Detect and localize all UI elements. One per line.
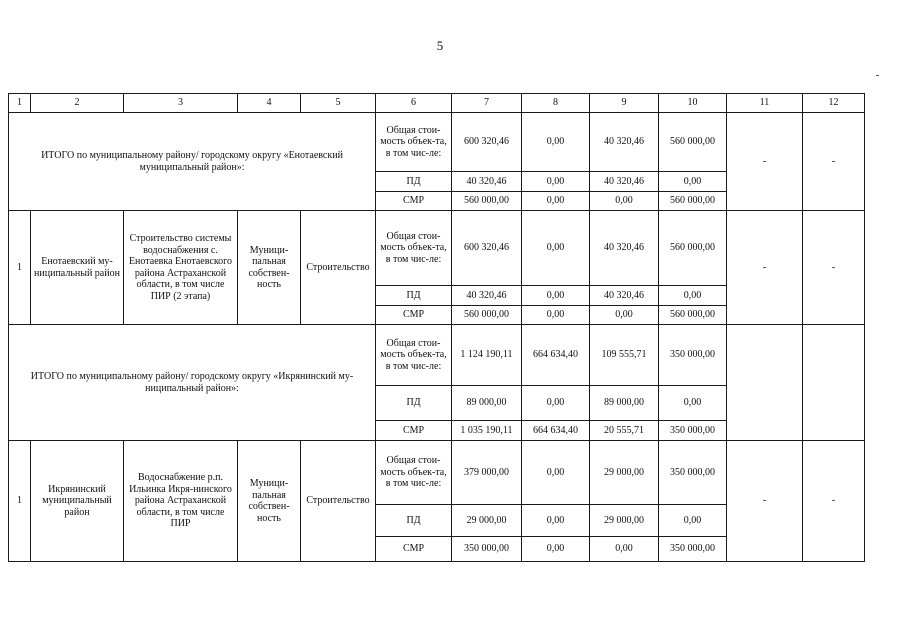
ownership-type: Муници-пальная собствен-ность (238, 211, 301, 325)
value-cell: 0,00 (522, 537, 590, 562)
cost-type: Общая стои-мость объек-та, в том чис-ле: (376, 441, 452, 505)
value-cell: 0,00 (522, 113, 590, 172)
col-header: 11 (727, 94, 803, 113)
value-cell: 0,00 (522, 441, 590, 505)
col11-cell: - (727, 441, 803, 562)
cost-type: ПД (376, 172, 452, 192)
value-cell: 40 320,46 (590, 286, 659, 306)
scan-mark (876, 75, 879, 76)
col11-cell: - (727, 113, 803, 211)
col12-cell: - (803, 211, 865, 325)
value-cell: 1 124 190,11 (452, 325, 522, 386)
value-cell: 560 000,00 (452, 192, 522, 211)
value-cell: 89 000,00 (452, 386, 522, 421)
cost-type: ПД (376, 286, 452, 306)
item-number: 1 (9, 211, 31, 325)
object-name: Водоснабжение р.п. Ильинка Икря-нинского района Астраханской области, в том числе ПИР (124, 441, 238, 562)
value-cell: 600 320,46 (452, 211, 522, 286)
value-cell: 560 000,00 (659, 113, 727, 172)
cost-type: СМР (376, 306, 452, 325)
value-cell: 560 000,00 (659, 192, 727, 211)
budget-table (8, 93, 865, 562)
value-cell: 0,00 (590, 537, 659, 562)
value-cell: 0,00 (659, 172, 727, 192)
value-cell: 350 000,00 (659, 441, 727, 505)
value-cell: 0,00 (522, 286, 590, 306)
value-cell: 0,00 (522, 505, 590, 537)
col-header: 2 (31, 94, 124, 113)
col12-cell: - (803, 441, 865, 562)
value-cell: 560 000,00 (659, 211, 727, 286)
value-cell: 40 320,46 (590, 172, 659, 192)
district-name: Икрянинский муниципальный район (31, 441, 124, 562)
table-row (9, 211, 865, 286)
value-cell: 0,00 (590, 306, 659, 325)
col-header: 9 (590, 94, 659, 113)
value-cell: 664 634,40 (522, 421, 590, 441)
value-cell: 29 000,00 (452, 505, 522, 537)
value-cell: 560 000,00 (452, 306, 522, 325)
value-cell: 350 000,00 (659, 421, 727, 441)
cost-type: Общая стои-мость объек-та, в том чис-ле: (376, 113, 452, 172)
value-cell: 29 000,00 (590, 505, 659, 537)
table-row (9, 441, 865, 505)
cost-type: СМР (376, 192, 452, 211)
value-cell: 40 320,46 (452, 172, 522, 192)
value-cell: 350 000,00 (452, 537, 522, 562)
cost-type: СМР (376, 537, 452, 562)
total-label: ИТОГО по муниципальному району/ городскому округу «Енотаевский муниципальный район»: (9, 113, 376, 211)
col-header: 4 (238, 94, 301, 113)
col-header: 8 (522, 94, 590, 113)
value-cell: 40 320,46 (590, 211, 659, 286)
value-cell: 379 000,00 (452, 441, 522, 505)
value-cell: 0,00 (659, 286, 727, 306)
col-header: 12 (803, 94, 865, 113)
total-label: ИТОГО по муниципальному району/ городскому округу «Икрянинский му-ниципальный район»: (9, 325, 376, 441)
col-header: 1 (9, 94, 31, 113)
cost-type: ПД (376, 505, 452, 537)
work-type: Строительство (301, 441, 376, 562)
page-number: 5 (436, 38, 444, 53)
value-cell: 40 320,46 (590, 113, 659, 172)
value-cell: 20 555,71 (590, 421, 659, 441)
cost-type: Общая стои-мость объек-та, в том чис-ле: (376, 211, 452, 286)
cost-type: ПД (376, 386, 452, 421)
value-cell: 560 000,00 (659, 306, 727, 325)
col11-cell: - (727, 211, 803, 325)
cost-type: Общая стои-мость объек-та, в том чис-ле: (376, 325, 452, 386)
value-cell: 109 555,71 (590, 325, 659, 386)
col-header: 3 (124, 94, 238, 113)
value-cell: 664 634,40 (522, 325, 590, 386)
col11-cell (727, 325, 803, 441)
work-type: Строительство (301, 211, 376, 325)
value-cell: 350 000,00 (659, 537, 727, 562)
col-header: 6 (376, 94, 452, 113)
district-name: Енотаевский му-ниципальный район (31, 211, 124, 325)
value-cell: 89 000,00 (590, 386, 659, 421)
value-cell: 1 035 190,11 (452, 421, 522, 441)
value-cell: 350 000,00 (659, 325, 727, 386)
value-cell: 0,00 (522, 386, 590, 421)
cost-type: СМР (376, 421, 452, 441)
col12-cell: - (803, 113, 865, 211)
value-cell: 0,00 (522, 172, 590, 192)
table-row (9, 113, 865, 172)
col-header: 10 (659, 94, 727, 113)
value-cell: 0,00 (522, 192, 590, 211)
value-cell: 40 320,46 (452, 286, 522, 306)
object-name: Строительство системы водоснабжения с. Енотаевка Енотаевского района Астраханской области, в том числе ПИР (2 этапа) (124, 211, 238, 325)
col-header: 5 (301, 94, 376, 113)
value-cell: 0,00 (522, 211, 590, 286)
value-cell: 29 000,00 (590, 441, 659, 505)
value-cell: 600 320,46 (452, 113, 522, 172)
col-header: 7 (452, 94, 522, 113)
value-cell: 0,00 (522, 306, 590, 325)
value-cell: 0,00 (659, 386, 727, 421)
value-cell: 0,00 (590, 192, 659, 211)
value-cell: 0,00 (659, 505, 727, 537)
item-number: 1 (9, 441, 31, 562)
ownership-type: Муници-пальная собствен-ность (238, 441, 301, 562)
header-row (9, 94, 865, 113)
table-row (9, 325, 865, 386)
col12-cell (803, 325, 865, 441)
